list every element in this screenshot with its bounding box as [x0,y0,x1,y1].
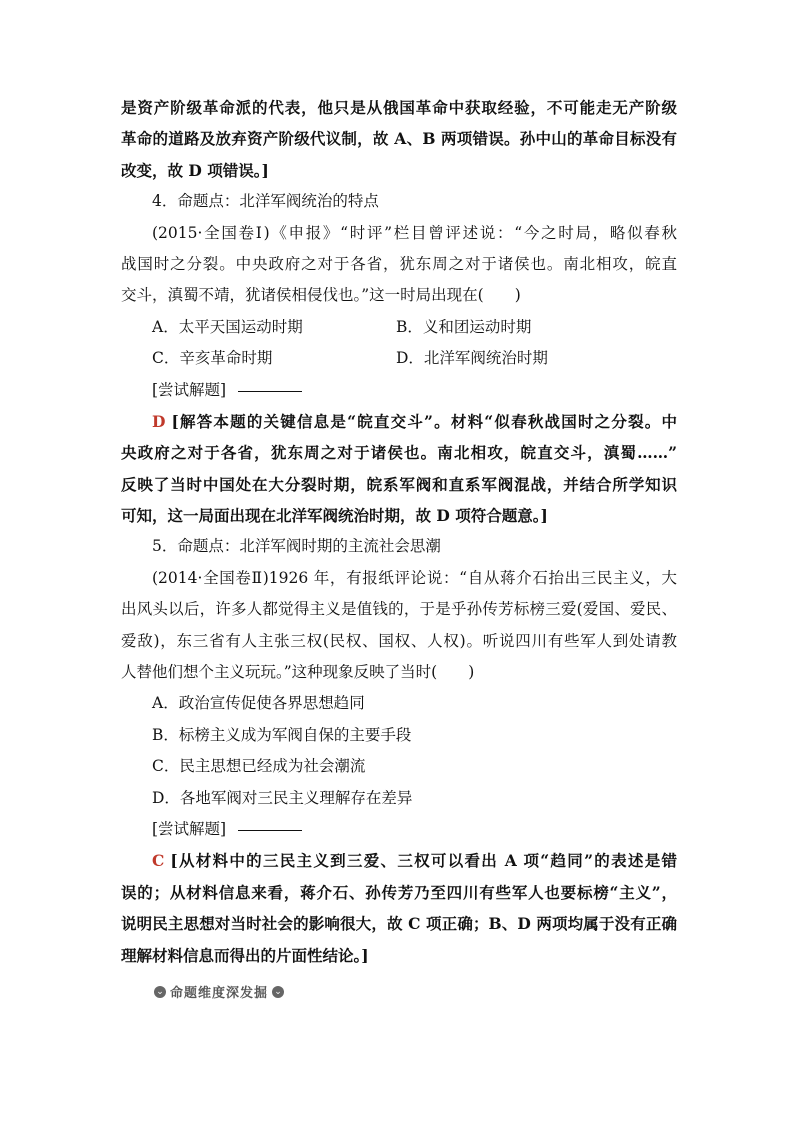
question-heading: 5．命题点：北洋军阀时期的主流社会思潮 [152,537,441,556]
try-solve-row [121,814,677,845]
text-line: 改变，故 D 项错误。] [121,160,269,180]
option-row [121,343,677,374]
answer-letter: D [152,411,166,431]
chevron-down-circle-icon: ⌄ [272,986,284,998]
option-row [121,312,677,343]
explanation-line: 反映了当时中国处在大分裂时期，皖系军阀和直系军阀混战，并结合所学知识 [121,474,677,494]
question-stem-line: 出风头以后，许多人都觉得主义是值钱的，于是乎孙传芳标榜三爱(爱国、爱民、 [121,600,677,619]
question-stem-line: (2014·全国卷Ⅱ)1926 年，有报纸评论说：“自从蒋介石抬出三民主义，大 [152,568,677,587]
try-solve-row [121,375,677,406]
option-c: C．民主思想已经成为社会潮流 [152,757,366,776]
document-page [121,92,677,1005]
explanation-line [121,845,677,876]
question-stem-line: 战国时之分裂。中央政府之对于各省，犹东周之对于诸侯也。南北相攻，皖直 [121,254,677,273]
option-a: A．太平天国运动时期 [152,317,303,336]
question-stem-line: 爱敌)，东三省有人主张三权(民权、国权、人权)。听说四川有些军人到处请教 [121,631,677,650]
option-b: B．义和团运动时期 [396,317,532,336]
explanation-text: [解答本题的关键信息是“皖直交斗”。材料“似春秋战国时之分裂。中 [171,411,677,431]
answer-letter: C [152,851,165,871]
explanation-line: 误的；从材料信息来看，蒋介石、孙传芳乃至四川有些军人也要标榜“主义”， [121,882,677,902]
answer-blank [238,390,302,392]
option-d: D．北洋军阀统治时期 [396,349,548,368]
option-a: A．政治宣传促使各界思想趋同 [152,694,365,713]
question-stem-line: 交斗，滇蜀不靖，犹诸侯相侵伐也。”这一时局出现在( ) [121,286,521,305]
question-stem-line: 人替他们想个主义玩玩。”这种现象反映了当时( ) [121,663,475,682]
option-c: C．辛亥革命时期 [152,349,273,368]
text-line: 革命的道路及放弃资产阶级代议制，故 A、B 两项错误。孙中山的革命目标没有 [121,129,677,149]
explanation-line: 说明民主思想对当时社会的影响很大，故 C 项正确；B、D 两项均属于没有正确 [121,914,677,934]
explanation-text: [从材料中的三民主义到三爱、三权可以看出 A 项“趋同”的表述是错 [170,851,677,871]
section-banner-label: 命题维度深发掘 [170,986,269,1002]
question-stem-line: (2015·全国卷Ⅰ)《申报》“时评”栏目曾评述说：“今之时局，略似春秋 [152,223,677,242]
question-4 [121,186,677,531]
option-d: D．各地军阀对三民主义理解存在差异 [152,788,413,807]
text-line: 是资产阶级革命派的代表，他只是从俄国革命中获取经验，不可能走无产阶级 [121,98,677,117]
answer-blank [238,829,302,831]
explanation-line [121,406,677,437]
try-solve-label: [尝试解题] [152,819,227,838]
explanation-line: 理解材料信息而得出的片面性结论。] [121,945,369,965]
question-heading: 4．命题点：北洋军阀统治的特点 [152,192,379,211]
explanation-line: 央政府之对于各省，犹东周之对于诸侯也。南北相攻，皖直交斗，滇蜀……” [121,443,677,463]
explanation-line: 可知，这一局面出现在北洋军阀统治时期，故 D 项符合题意。] [121,506,548,526]
section-banner [121,979,677,1005]
question-5 [121,531,677,970]
try-solve-label: [尝试解题] [152,380,227,399]
prev-explanation [121,92,677,186]
chevron-down-circle-icon: ⌄ [154,986,166,998]
option-b: B．标榜主义成为军阀自保的主要手段 [152,725,412,744]
